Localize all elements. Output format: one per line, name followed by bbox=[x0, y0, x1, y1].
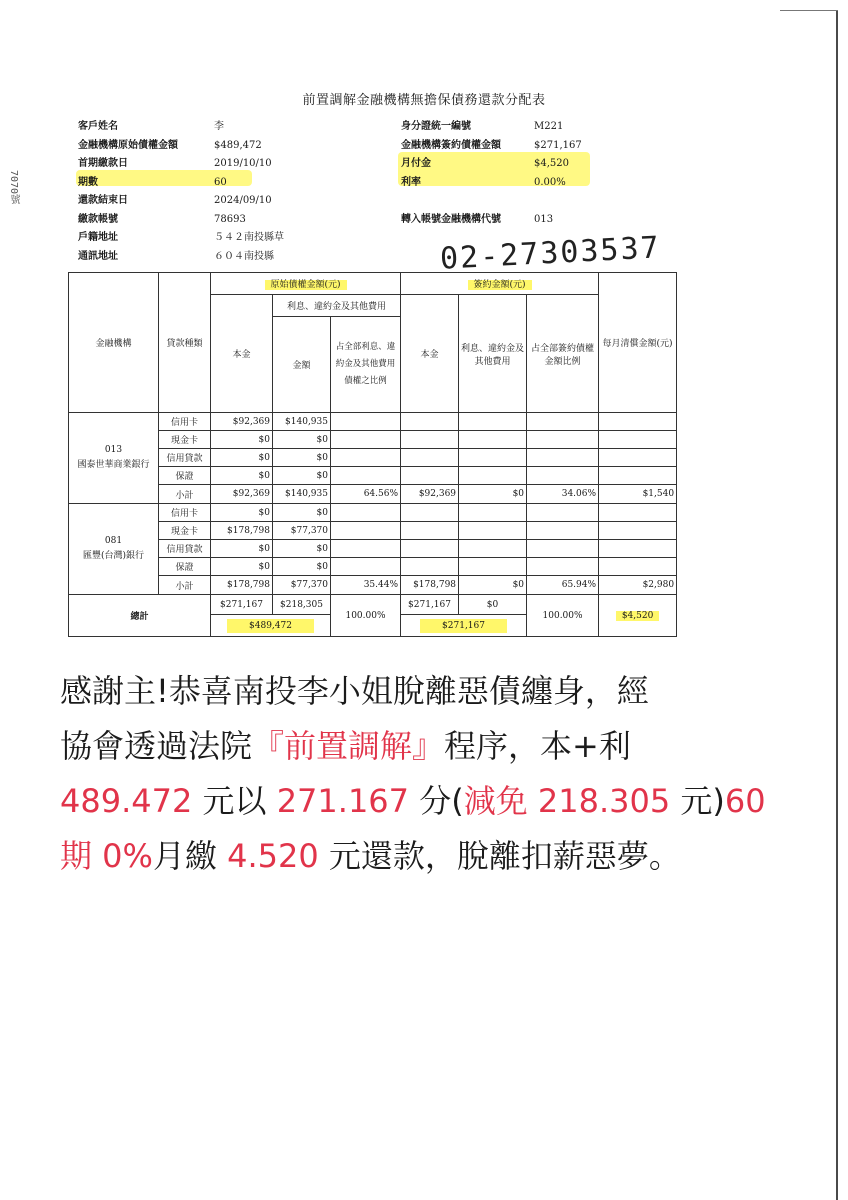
message-line bbox=[60, 774, 820, 829]
info-label: 期數 bbox=[78, 176, 98, 188]
info-row bbox=[78, 192, 384, 211]
signed-principal-cell: $178,798 bbox=[401, 576, 459, 595]
info-row-spacer bbox=[401, 192, 704, 211]
header-original-label: 原始債權金額(元) bbox=[265, 280, 347, 290]
monthly-cell: $1,540 bbox=[599, 485, 677, 504]
header-monthly: 每月清償金額(元) bbox=[599, 273, 677, 413]
header-type: 貸款種類 bbox=[159, 273, 211, 413]
header-signed-label: 簽約金額(元) bbox=[468, 280, 532, 290]
total-ratio: 100.00% bbox=[331, 595, 401, 637]
table-row bbox=[69, 467, 677, 485]
subtotal-row bbox=[69, 576, 677, 595]
client-info-right bbox=[401, 118, 704, 229]
loan-type: 信用卡 bbox=[159, 504, 211, 522]
header-bank: 金融機構 bbox=[69, 273, 159, 413]
ratio-cell: 64.56% bbox=[331, 485, 401, 504]
info-label: 通訊地址 bbox=[78, 250, 118, 262]
principal-cell: $0 bbox=[211, 504, 273, 522]
amount-cell: $0 bbox=[273, 540, 331, 558]
header-signed-interest: 利息、違約金及其他費用 bbox=[459, 295, 527, 413]
amount-cell: $140,935 bbox=[273, 485, 331, 504]
bank-name: 013 國泰世華商業銀行 bbox=[69, 413, 159, 504]
info-value: 60 bbox=[214, 176, 227, 188]
handwritten-phone: 02-27303537 bbox=[439, 230, 662, 277]
info-label: 戶籍地址 bbox=[78, 232, 118, 243]
message-line bbox=[60, 719, 820, 774]
info-row bbox=[78, 211, 384, 230]
message-text: 元還款，脫離扣薪惡夢。 bbox=[318, 837, 681, 875]
original-total: $489,472 bbox=[227, 619, 314, 633]
total-signed-ratio: 100.00% bbox=[527, 595, 599, 637]
principal-cell: $0 bbox=[211, 449, 273, 467]
info-label: 還款結束日 bbox=[78, 195, 128, 206]
loan-type: 信用貸款 bbox=[159, 540, 211, 558]
message-highlight: 『前置調解』 bbox=[252, 727, 445, 765]
header-signed bbox=[401, 273, 599, 295]
info-value: $489,472 bbox=[214, 139, 262, 151]
table-row bbox=[69, 540, 677, 558]
signed-total: $271,167 bbox=[420, 619, 507, 633]
page-edge-top bbox=[780, 10, 838, 11]
principal-cell: $92,369 bbox=[211, 485, 273, 504]
table-row bbox=[69, 522, 677, 540]
message-text: 程序，本+利 bbox=[444, 727, 631, 765]
info-row bbox=[78, 118, 384, 137]
loan-type: 保證 bbox=[159, 558, 211, 576]
message-highlight: 60 bbox=[724, 782, 766, 820]
signed-ratio-cell: 65.94% bbox=[527, 576, 599, 595]
header-amount: 金額 bbox=[273, 317, 331, 413]
principal-cell: $92,369 bbox=[211, 413, 273, 431]
info-label: 繳款帳號 bbox=[78, 213, 118, 225]
info-row bbox=[78, 137, 384, 156]
info-label: 月付金 bbox=[401, 158, 431, 169]
info-label: 客戶姓名 bbox=[78, 121, 118, 132]
message-text: 分( bbox=[409, 782, 464, 820]
info-row bbox=[401, 211, 704, 230]
info-value: ６０４南投縣 bbox=[214, 250, 274, 262]
signed-ratio-cell: 34.06% bbox=[527, 485, 599, 504]
info-value: 013 bbox=[534, 213, 554, 225]
info-label: 利率 bbox=[401, 176, 421, 188]
principal-cell: $178,798 bbox=[211, 522, 273, 540]
signed-total-cell bbox=[401, 615, 527, 637]
info-value: $4,520 bbox=[534, 158, 569, 169]
principal-cell: $0 bbox=[211, 467, 273, 485]
principal-cell: $0 bbox=[211, 558, 273, 576]
congratulation-message bbox=[60, 664, 820, 884]
amount-cell: $0 bbox=[273, 558, 331, 576]
table-row bbox=[69, 431, 677, 449]
client-info-left bbox=[78, 118, 384, 266]
total-monthly-cell bbox=[599, 595, 677, 637]
info-row bbox=[401, 155, 704, 174]
original-total-cell bbox=[211, 615, 331, 637]
loan-type: 信用貸款 bbox=[159, 449, 211, 467]
signed-interest-cell: $0 bbox=[459, 485, 527, 504]
amount-cell: $77,370 bbox=[273, 522, 331, 540]
info-value: $271,167 bbox=[534, 139, 582, 151]
message-line bbox=[60, 664, 820, 719]
monthly-cell: $2,980 bbox=[599, 576, 677, 595]
info-row bbox=[78, 229, 384, 248]
principal-cell: $0 bbox=[211, 431, 273, 449]
message-text: 元) bbox=[670, 782, 725, 820]
total-label: 總計 bbox=[69, 595, 211, 637]
info-value: 78693 bbox=[214, 213, 246, 225]
total-signed-principal: $271,167 bbox=[401, 595, 459, 615]
header-ratio: 占全部利息、違約金及其他費用債權之比例 bbox=[331, 317, 401, 413]
message-text: 協會透過法院 bbox=[60, 727, 253, 765]
info-row bbox=[401, 174, 704, 193]
amount-cell: $0 bbox=[273, 467, 331, 485]
margin-mark: 7070號 bbox=[8, 170, 19, 205]
message-text: 月繳 bbox=[152, 837, 228, 875]
info-label: 轉入帳號金融機構代號 bbox=[401, 213, 501, 225]
page-edge bbox=[836, 10, 838, 1200]
repayment-distribution-table bbox=[68, 272, 677, 637]
message-text: 感謝主!恭喜南投李小姐脫離惡債纏身，經 bbox=[60, 672, 649, 710]
amount-cell: $77,370 bbox=[273, 576, 331, 595]
info-value: 2024/09/10 bbox=[214, 195, 272, 206]
info-value: 0.00% bbox=[534, 176, 566, 188]
loan-type: 保證 bbox=[159, 467, 211, 485]
info-row bbox=[78, 155, 384, 174]
message-text: 元以 bbox=[192, 782, 277, 820]
info-value: 2019/10/10 bbox=[214, 158, 272, 169]
table-row bbox=[69, 504, 677, 522]
header-signed-ratio: 占全部簽約債權金額比例 bbox=[527, 295, 599, 413]
bank-name: 081 匯豐(台灣)銀行 bbox=[69, 504, 159, 595]
table-row bbox=[69, 558, 677, 576]
amount-cell: $0 bbox=[273, 449, 331, 467]
info-value: M221 bbox=[534, 121, 564, 132]
info-row bbox=[401, 137, 704, 156]
amount-cell: $0 bbox=[273, 504, 331, 522]
loan-type: 信用卡 bbox=[159, 413, 211, 431]
loan-type: 小計 bbox=[159, 485, 211, 504]
amount-cell: $0 bbox=[273, 431, 331, 449]
table-row bbox=[69, 413, 677, 431]
info-row bbox=[78, 248, 384, 267]
info-label: 金融機構簽約債權金額 bbox=[401, 139, 501, 151]
info-value: ５４２南投縣草 bbox=[214, 232, 284, 243]
amount-cell: $140,935 bbox=[273, 413, 331, 431]
total-principal: $271,167 bbox=[211, 595, 273, 615]
total-monthly: $4,520 bbox=[616, 611, 660, 621]
table-row bbox=[69, 449, 677, 467]
loan-type: 現金卡 bbox=[159, 431, 211, 449]
document-title: 前置調解金融機構無擔保債務還款分配表 bbox=[302, 93, 546, 108]
total-amount: $218,305 bbox=[273, 595, 331, 615]
info-row bbox=[401, 118, 704, 137]
loan-type: 現金卡 bbox=[159, 522, 211, 540]
message-highlight: 期 0% bbox=[60, 837, 153, 875]
header-signed-principal: 本金 bbox=[401, 295, 459, 413]
message-highlight: 489.472 bbox=[60, 782, 193, 820]
header-principal: 本金 bbox=[211, 295, 273, 413]
subtotal-row bbox=[69, 485, 677, 504]
signed-principal-cell: $92,369 bbox=[401, 485, 459, 504]
principal-cell: $178,798 bbox=[211, 576, 273, 595]
header-interest-group: 利息、違約金及其他費用 bbox=[273, 295, 401, 317]
message-highlight: 4.520 bbox=[227, 837, 319, 875]
info-label: 首期繳款日 bbox=[78, 158, 128, 169]
total-signed-interest: $0 bbox=[459, 595, 527, 615]
message-line bbox=[60, 829, 820, 884]
signed-interest-cell: $0 bbox=[459, 576, 527, 595]
loan-type: 小計 bbox=[159, 576, 211, 595]
info-row bbox=[78, 174, 384, 193]
info-value: 李 bbox=[214, 121, 224, 132]
total-row bbox=[69, 595, 677, 615]
info-label: 身分證統一編號 bbox=[401, 121, 471, 132]
info-label: 金融機構原始債權金額 bbox=[78, 139, 178, 151]
header-original bbox=[211, 273, 401, 295]
message-highlight: 減免 218.305 bbox=[463, 782, 671, 820]
ratio-cell: 35.44% bbox=[331, 576, 401, 595]
message-highlight: 271.167 bbox=[276, 782, 410, 820]
principal-cell: $0 bbox=[211, 540, 273, 558]
